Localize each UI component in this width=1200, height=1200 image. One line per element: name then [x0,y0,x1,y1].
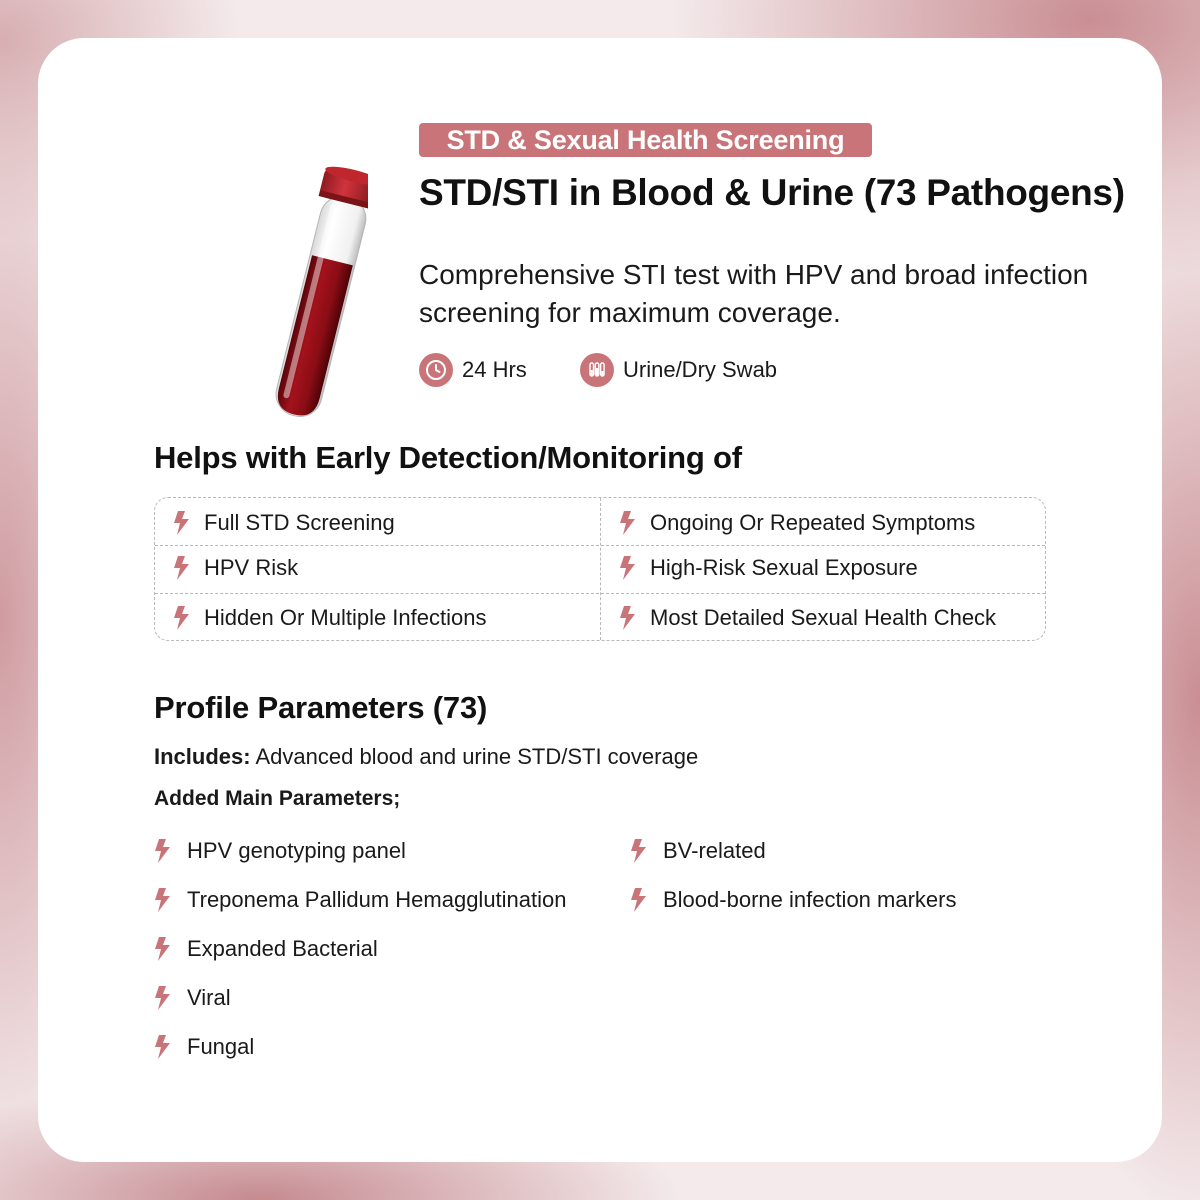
lightning-bolt-icon [154,1035,171,1059]
detection-item: Ongoing Or Repeated Symptoms [619,500,975,546]
product-card [38,38,1162,1162]
added-parameters-label: Added Main Parameters; [154,787,401,810]
sample-type [580,353,777,387]
lightning-bolt-icon [154,839,171,863]
clock-icon [419,353,453,387]
parameter-item: Viral [154,983,231,1013]
lightning-bolt-icon [154,986,171,1010]
lightning-bolt-icon [630,839,647,863]
lightning-bolt-icon [173,606,190,630]
includes-text: Advanced blood and urine STD/STI coverage [250,744,699,769]
sample-label: Urine/Dry Swab [623,357,778,382]
parameter-item: HPV genotyping panel [154,836,406,866]
detection-item: Hidden Or Multiple Infections [173,595,486,641]
lightning-bolt-icon [619,511,636,535]
detection-heading: Helps with Early Detection/Monitoring of [154,440,742,475]
includes-line [154,744,698,770]
lightning-bolt-icon [173,556,190,580]
parameter-item: Blood-borne infection markers [630,885,956,915]
lightning-bolt-icon [619,606,636,630]
turnaround-label: 24 Hrs [462,357,527,382]
lightning-bolt-icon [173,511,190,535]
includes-label: Includes: [154,744,251,769]
parameter-item: Fungal [154,1032,254,1062]
lightning-bolt-icon [619,556,636,580]
detection-item: Full STD Screening [173,500,395,546]
parameter-item: Expanded Bacterial [154,934,378,964]
lightning-bolt-icon [630,888,647,912]
blood-test-tube-image [243,164,368,424]
turnaround-time [419,353,527,387]
profile-heading: Profile Parameters (73) [154,690,488,725]
category-badge: STD & Sexual Health Screening [419,123,872,157]
lightning-bolt-icon [154,937,171,961]
parameter-item: BV-related [630,836,766,866]
parameter-item: Treponema Pallidum Hemagglutination [154,885,567,915]
product-description: Comprehensive STI test with HPV and broad infection screening for maximum coverage. [419,259,1089,328]
detection-grid [154,497,1046,641]
lightning-bolt-icon [154,888,171,912]
detection-item: HPV Risk [173,545,298,591]
detection-item: High-Risk Sexual Exposure [619,545,918,591]
sample-tubes-icon [580,353,614,387]
detection-item: Most Detailed Sexual Health Check [619,595,996,641]
product-title: STD/STI in Blood & Urine (73 Pathogens) [419,172,1125,213]
